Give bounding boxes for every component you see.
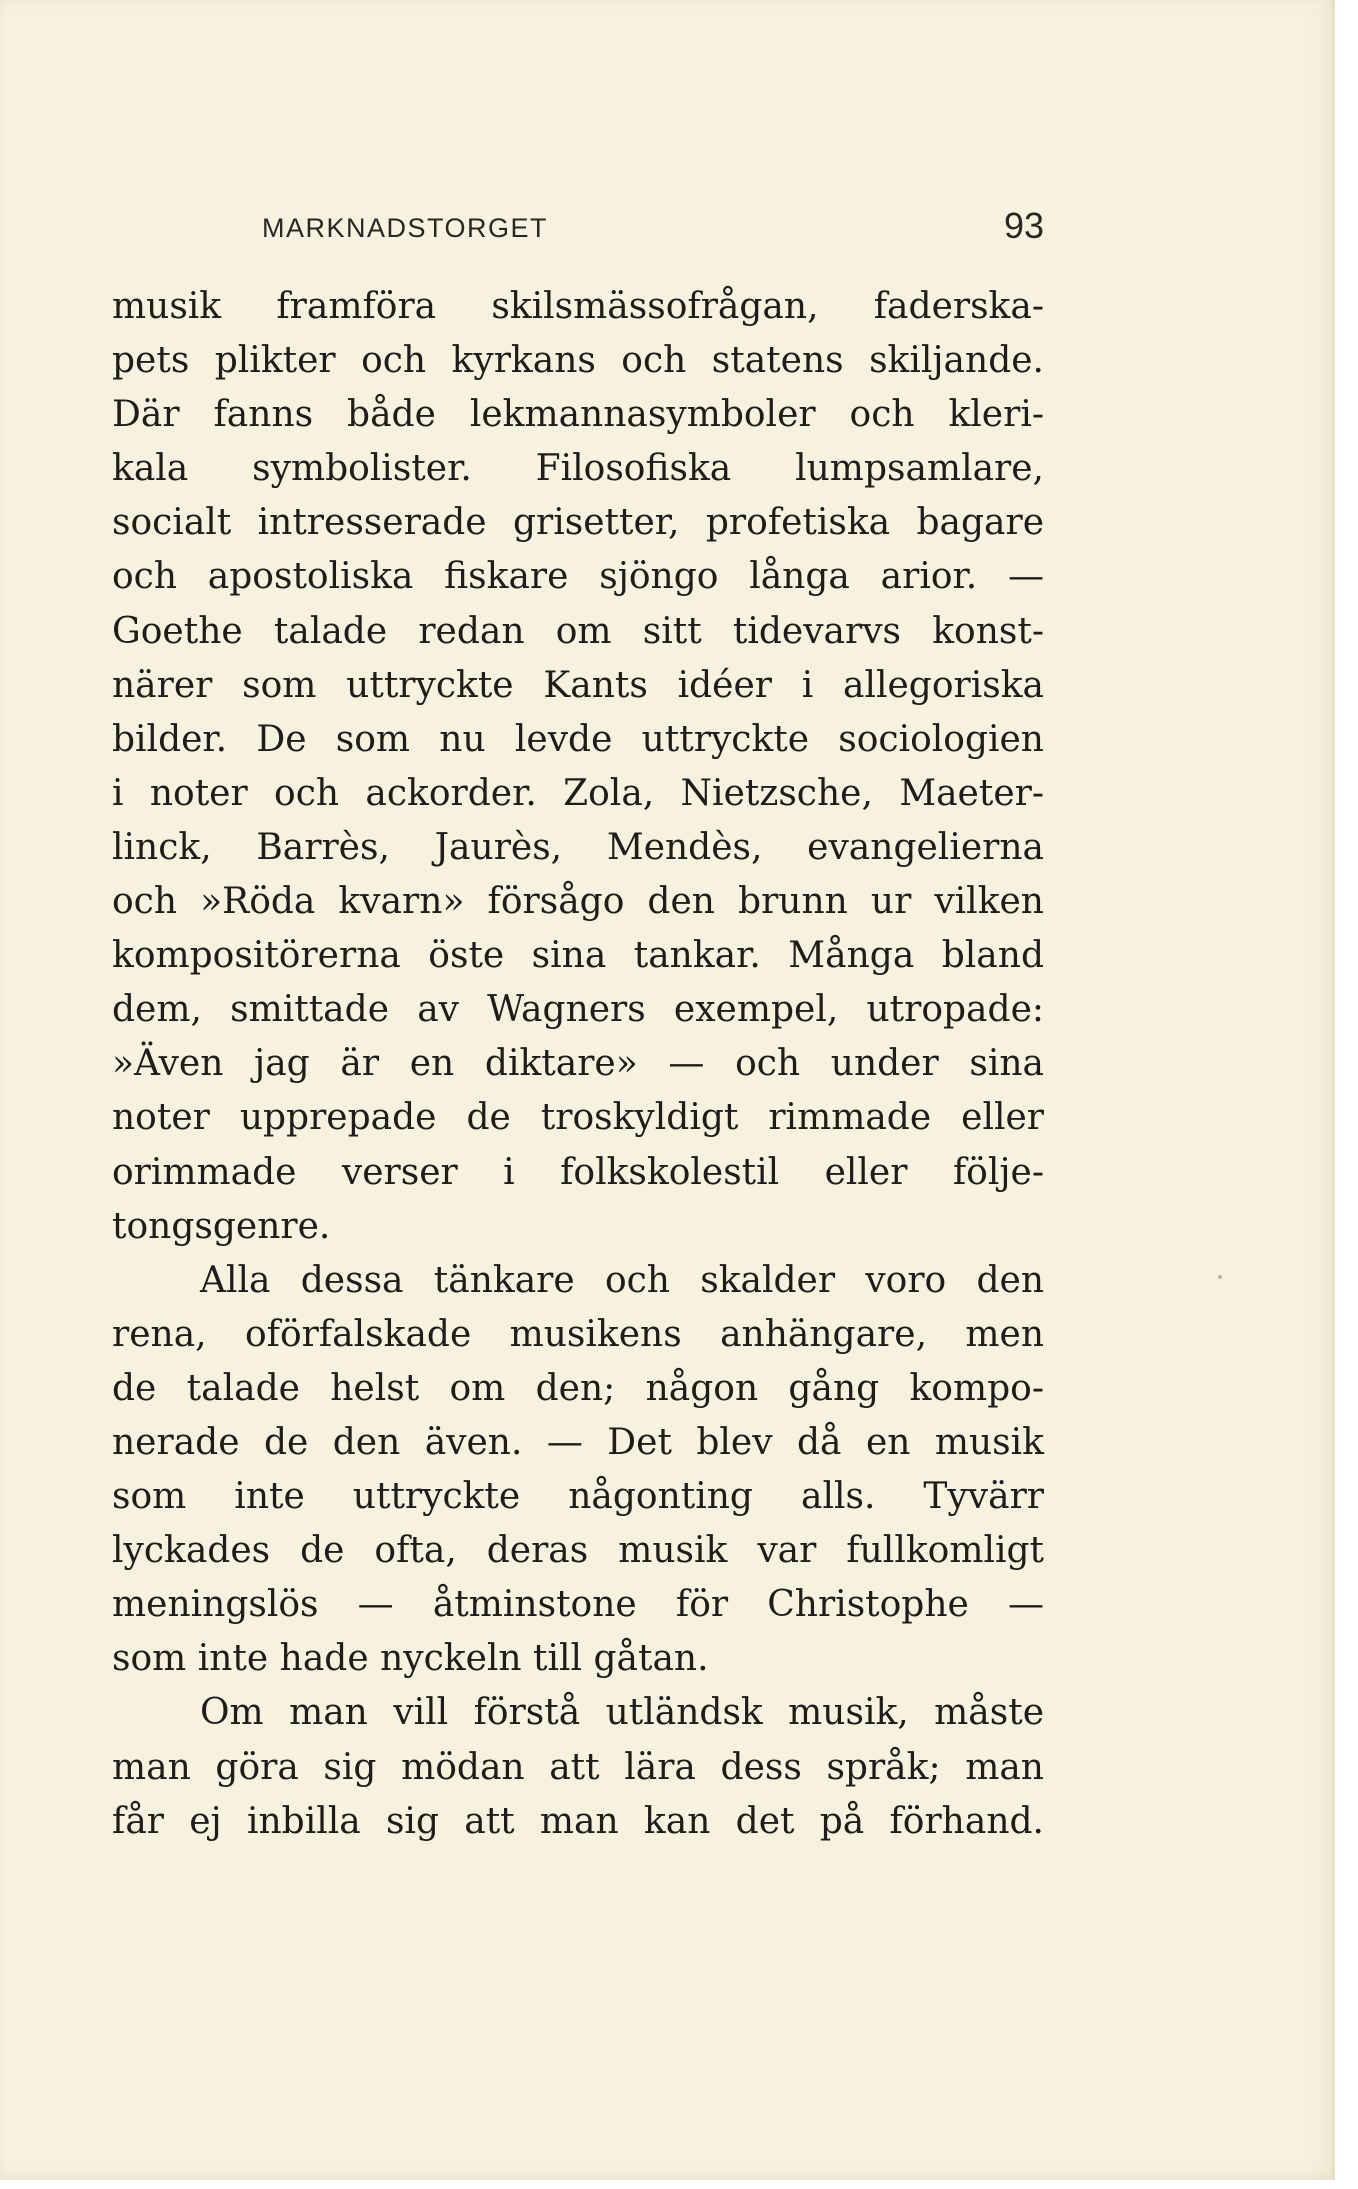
text-line: socialt intresserade grisetter, profetiska bagare	[112, 502, 1044, 544]
text-line: dem, smittade av Wagners exempel, utropade:	[112, 989, 1044, 1031]
text-line: i noter och ackorder. Zola, Nietzsche, Maeter-	[112, 772, 1044, 814]
text-line: Där fanns både lekmannasymboler och kleri-	[112, 394, 1044, 436]
text-line: pets plikter och kyrkans och statens skiljande.	[112, 340, 1044, 382]
text-line: meningslös — åtminstone för Christophe —	[112, 1584, 1044, 1626]
text-line: linck, Barrès, Jaurès, Mendès, evangelierna	[112, 826, 1044, 868]
text-line: Om man vill förstå utländsk musik, måste	[200, 1692, 1044, 1734]
text-line: man göra sig mödan att lära dess språk; man	[112, 1746, 1044, 1788]
page-header	[112, 205, 1044, 255]
text-line: som inte hade nyckeln till gåtan.	[112, 1638, 709, 1680]
text-line: kala symbolister. Filosofiska lumpsamlare,	[112, 448, 1044, 490]
page-number: 93	[1003, 205, 1044, 246]
text-line: Alla dessa tänkare och skalder voro den	[200, 1259, 1044, 1301]
text-line: och »Röda kvarn» försågo den brunn ur vilken	[112, 881, 1044, 923]
text-line: »Även jag är en diktare» — och under sina	[112, 1043, 1044, 1085]
text-line: musik framföra skilsmässofrågan, faderska-	[112, 286, 1044, 327]
text-line: bilder. De som nu levde uttryckte sociologien	[112, 718, 1044, 760]
text-line: får ej inbilla sig att man kan det på förhand.	[112, 1800, 1044, 1842]
text-line: orimmade verser i folkskolestil eller följe-	[112, 1151, 1044, 1193]
text-line: närer som uttryckte Kants idéer i allegoriska	[112, 664, 1044, 706]
text-line: noter upprepade de troskyldigt rimmade eller	[112, 1097, 1044, 1139]
text-line: och apostoliska fiskare sjöngo långa arior. —	[112, 556, 1044, 598]
paper-speck	[1218, 1275, 1222, 1279]
text-line: rena, oförfalskade musikens anhängare, men	[112, 1313, 1044, 1355]
text-line: Goethe talade redan om sitt tidevarvs konst-	[112, 610, 1044, 652]
text-line: nerade de den även. — Det blev då en musik	[112, 1421, 1044, 1463]
text-line: lyckades de ofta, deras musik var fullkomligt	[112, 1530, 1044, 1572]
text-line: tongsgenre.	[112, 1205, 331, 1247]
text-line: som inte uttryckte någonting alls. Tyvärr	[112, 1476, 1044, 1518]
running-title: MARKNADSTORGET	[262, 213, 549, 243]
body-text	[112, 280, 1044, 1849]
text-line: kompositörerna öste sina tankar. Många bland	[112, 935, 1044, 977]
text-line: de talade helst om den; någon gång kompo-	[112, 1367, 1044, 1409]
